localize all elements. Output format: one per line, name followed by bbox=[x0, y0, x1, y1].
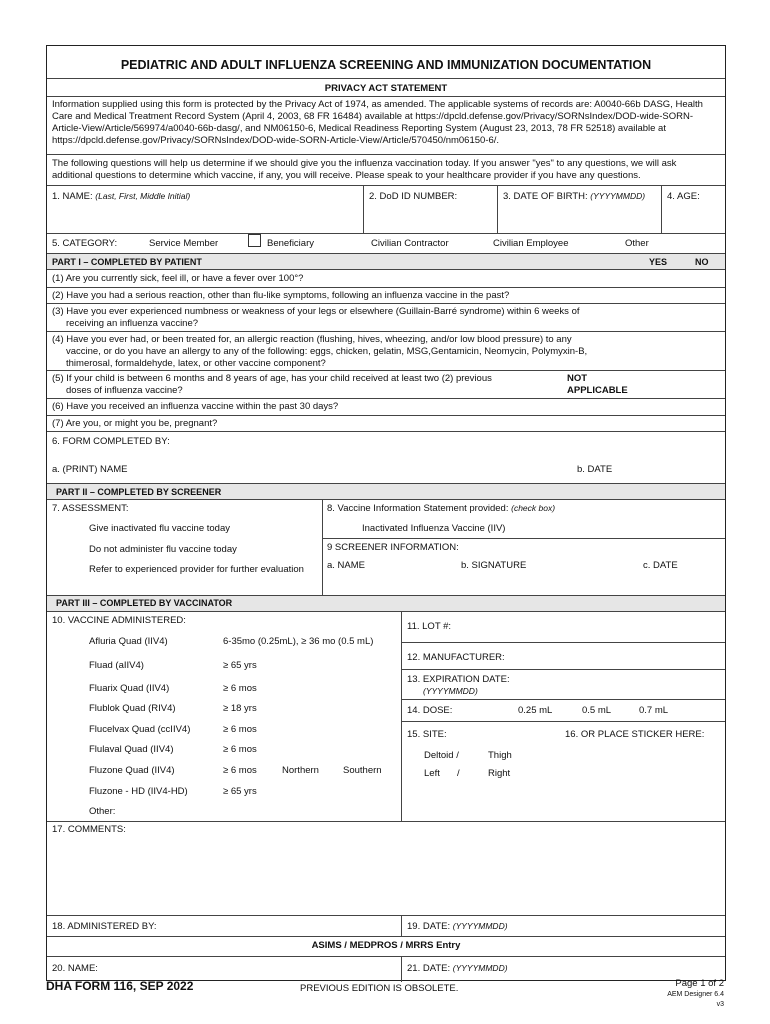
screener-name-label: a. NAME bbox=[327, 560, 366, 571]
manufacturer-label: 12. MANUFACTURER: bbox=[407, 652, 505, 663]
dose-07[interactable]: 0.7 mL bbox=[639, 705, 669, 716]
vaccine-age-fluzone-hd: ≥ 65 yrs bbox=[223, 786, 257, 797]
vaccine-age-flulaval: ≥ 6 mos bbox=[223, 744, 257, 755]
category-civilian-employee[interactable]: Civilian Employee bbox=[493, 238, 569, 249]
comments-label: 17. COMMENTS: bbox=[52, 824, 126, 835]
site-thigh[interactable]: Thigh bbox=[488, 750, 512, 761]
page-number: Page 1 of 2 bbox=[675, 978, 724, 989]
vaccine-administered-label: 10. VACCINE ADMINISTERED: bbox=[52, 615, 186, 626]
question-4: (4) Have you ever had, or been treated for, an allergic reaction (flushing, hives, wheezing, and/or low blood pressure) to any vaccine, or do you have an allergy to any of the following: eggs, chicken, gelatin, MSG,Gentamicin, Neomycin, Polymyxin-B, thimerosal, formaldehyde, latex, or other vaccine component? bbox=[52, 334, 588, 369]
dod-id-label: 2. DoD ID NUMBER: bbox=[369, 191, 458, 202]
not-applicable: NOT APPLICABLE bbox=[567, 373, 628, 396]
site-slash: / bbox=[457, 768, 460, 779]
dose-05[interactable]: 0.5 mL bbox=[582, 705, 612, 716]
assessment-refer[interactable]: Refer to experienced provider for further evaluation bbox=[89, 564, 304, 575]
vaccine-age-fluarix: ≥ 6 mos bbox=[223, 683, 257, 694]
vaccine-other-label: Other: bbox=[89, 806, 116, 817]
category-service-member[interactable]: Service Member bbox=[149, 238, 219, 249]
vaccine-option-flulaval[interactable]: Flulaval Quad (IIV4) bbox=[89, 744, 174, 755]
vaccine-option-fluarix[interactable]: Fluarix Quad (IIV4) bbox=[89, 683, 170, 694]
question-7: (7) Are you, or might you be, pregnant? bbox=[52, 418, 218, 429]
date21-label: 21. DATE: (YYYYMMDD) bbox=[407, 963, 508, 974]
question-6: (6) Have you received an influenza vaccine within the past 30 days? bbox=[52, 401, 339, 412]
beneficiary-checkbox[interactable] bbox=[248, 234, 261, 247]
part1-heading: PART I – COMPLETED BY PATIENT bbox=[52, 257, 202, 267]
version-label: v3 bbox=[716, 1001, 724, 1008]
question-2: (2) Have you had a serious reaction, other than flu-like symptoms, following an influenza vaccine in the past? bbox=[52, 290, 510, 301]
assessment-label: 7. ASSESSMENT: bbox=[52, 503, 129, 514]
hemisphere-southern[interactable]: Southern bbox=[343, 765, 382, 776]
obsolete-notice: PREVIOUS EDITION IS OBSOLETE. bbox=[300, 983, 459, 994]
administered-by-label: 18. ADMINISTERED BY: bbox=[52, 921, 157, 932]
completed-date-label: b. DATE bbox=[577, 464, 613, 475]
screener-label: 9 SCREENER INFORMATION: bbox=[327, 542, 459, 553]
dob-label: 3. DATE OF BIRTH: (YYYYMMDD) bbox=[503, 191, 646, 202]
site-left[interactable]: Left bbox=[424, 768, 440, 779]
site-right[interactable]: Right bbox=[488, 768, 511, 779]
form-number: DHA FORM 116, SEP 2022 bbox=[46, 979, 194, 993]
expiration-label: 13. EXPIRATION DATE: (YYYYMMDD) bbox=[407, 674, 510, 696]
screener-date-label: c. DATE bbox=[643, 560, 678, 571]
asims-heading: ASIMS / MEDPROS / MRRS Entry bbox=[311, 940, 461, 951]
date19-label: 19. DATE: (YYYYMMDD) bbox=[407, 921, 508, 932]
question-5: (5) If your child is between 6 months and 8 years of age, has your child received at least two (2) previous doses of influenza vaccine? bbox=[52, 373, 492, 396]
vis-option-iiv[interactable]: Inactivated Influenza Vaccine (IIV) bbox=[362, 523, 506, 534]
hemisphere-northern[interactable]: Northern bbox=[282, 765, 319, 776]
category-beneficiary[interactable]: Beneficiary bbox=[267, 238, 314, 249]
privacy-heading: PRIVACY ACT STATEMENT bbox=[324, 83, 448, 94]
dose-label: 14. DOSE: bbox=[407, 705, 453, 716]
question-1: (1) Are you currently sick, feel ill, or have a fever over 100°? bbox=[52, 273, 304, 284]
category-other[interactable]: Other bbox=[625, 238, 649, 249]
sticker-label: 16. OR PLACE STICKER HERE: bbox=[565, 729, 705, 740]
form-frame bbox=[46, 45, 726, 981]
assessment-do-not-administer[interactable]: Do not administer flu vaccine today bbox=[89, 544, 237, 555]
vaccine-age-fluzone-quad: ≥ 6 mos bbox=[223, 765, 257, 776]
assessment-give[interactable]: Give inactivated flu vaccine today bbox=[89, 523, 230, 534]
vaccine-age-fluad: ≥ 65 yrs bbox=[223, 660, 257, 671]
screener-signature-label: b. SIGNATURE bbox=[461, 560, 527, 571]
privacy-text: Information supplied using this form is protected by the Privacy Act of 1974, as amended. The applicable systems of records are: A0040-66b DASG, Health Care and Medical Treatment Record System (April 4, 2003, 68 FR 16484) available at https://dpcld.defense.gov/Privacy/SORNsIndex/DOD-wide-SORN-Article-View/Article/569974/a0040-66b-dasg/, and NM06150-6, Medical Readiness Reporting System (August 23, 2013, 78 FR 52518) available at https://dpcld.defense.gov/Privacy/SORNsIndex/DOD-wide-SORN-Article-View/Article/570450/nm06150-6/. bbox=[52, 99, 703, 146]
age-label: 4. AGE: bbox=[667, 191, 700, 202]
name-label: 1. NAME: (Last, First, Middle Initial) bbox=[52, 191, 191, 202]
vaccine-age-afluria: 6-35mo (0.25mL), ≥ 36 mo (0.5 mL) bbox=[223, 636, 374, 647]
site-label: 15. SITE: bbox=[407, 729, 447, 740]
part2-heading: PART II – COMPLETED BY SCREENER bbox=[56, 487, 222, 497]
vaccine-option-fluzone-hd[interactable]: Fluzone - HD (IIV4-HD) bbox=[89, 786, 188, 797]
designer-label: AEM Designer 6.4 bbox=[667, 991, 724, 998]
vaccine-option-flucelvax[interactable]: Flucelvax Quad (ccIIV4) bbox=[89, 724, 191, 735]
part3-heading: PART III – COMPLETED BY VACCINATOR bbox=[56, 598, 233, 608]
print-name-label: a. (PRINT) NAME bbox=[52, 464, 128, 475]
question-3: (3) Have you ever experienced numbness or weakness of your legs or elsewhere (Guillain-Barré syndrome) within 6 weeks of receiving an influenza vaccine? bbox=[52, 306, 580, 329]
lot-label: 11. LOT #: bbox=[407, 621, 452, 632]
category-label: 5. CATEGORY: bbox=[52, 238, 118, 249]
site-deltoid[interactable]: Deltoid / bbox=[424, 750, 459, 761]
vaccine-option-flublok[interactable]: Flublok Quad (RIV4) bbox=[89, 703, 176, 714]
dose-025[interactable]: 0.25 mL bbox=[518, 705, 553, 716]
completed-by-label: 6. FORM COMPLETED BY: bbox=[52, 436, 170, 447]
yes-header: YES bbox=[649, 257, 668, 267]
vis-label: 8. Vaccine Information Statement provided: (check box) bbox=[327, 503, 556, 514]
vaccine-age-flublok: ≥ 18 yrs bbox=[223, 703, 257, 714]
vaccine-option-fluad[interactable]: Fluad (aIIV4) bbox=[89, 660, 144, 671]
name20-label: 20. NAME: bbox=[52, 963, 98, 974]
category-civilian-contractor[interactable]: Civilian Contractor bbox=[371, 238, 449, 249]
form-title: PEDIATRIC AND ADULT INFLUENZA SCREENING AND IMMUNIZATION DOCUMENTATION bbox=[120, 58, 652, 72]
no-header: NO bbox=[695, 257, 709, 267]
intro-text: The following questions will help us determine if we should give you the influenza vaccination today. If you answer "yes" to any questions, we will ask additional questions to determine which vaccine, if any, you will receive. Please speak to your healthcare provider if you have any questions. bbox=[52, 158, 677, 181]
vaccine-age-flucelvax: ≥ 6 mos bbox=[223, 724, 257, 735]
vaccine-option-fluzone-quad[interactable]: Fluzone Quad (IIV4) bbox=[89, 765, 175, 776]
vaccine-option-afluria[interactable]: Afluria Quad (IIV4) bbox=[89, 636, 168, 647]
